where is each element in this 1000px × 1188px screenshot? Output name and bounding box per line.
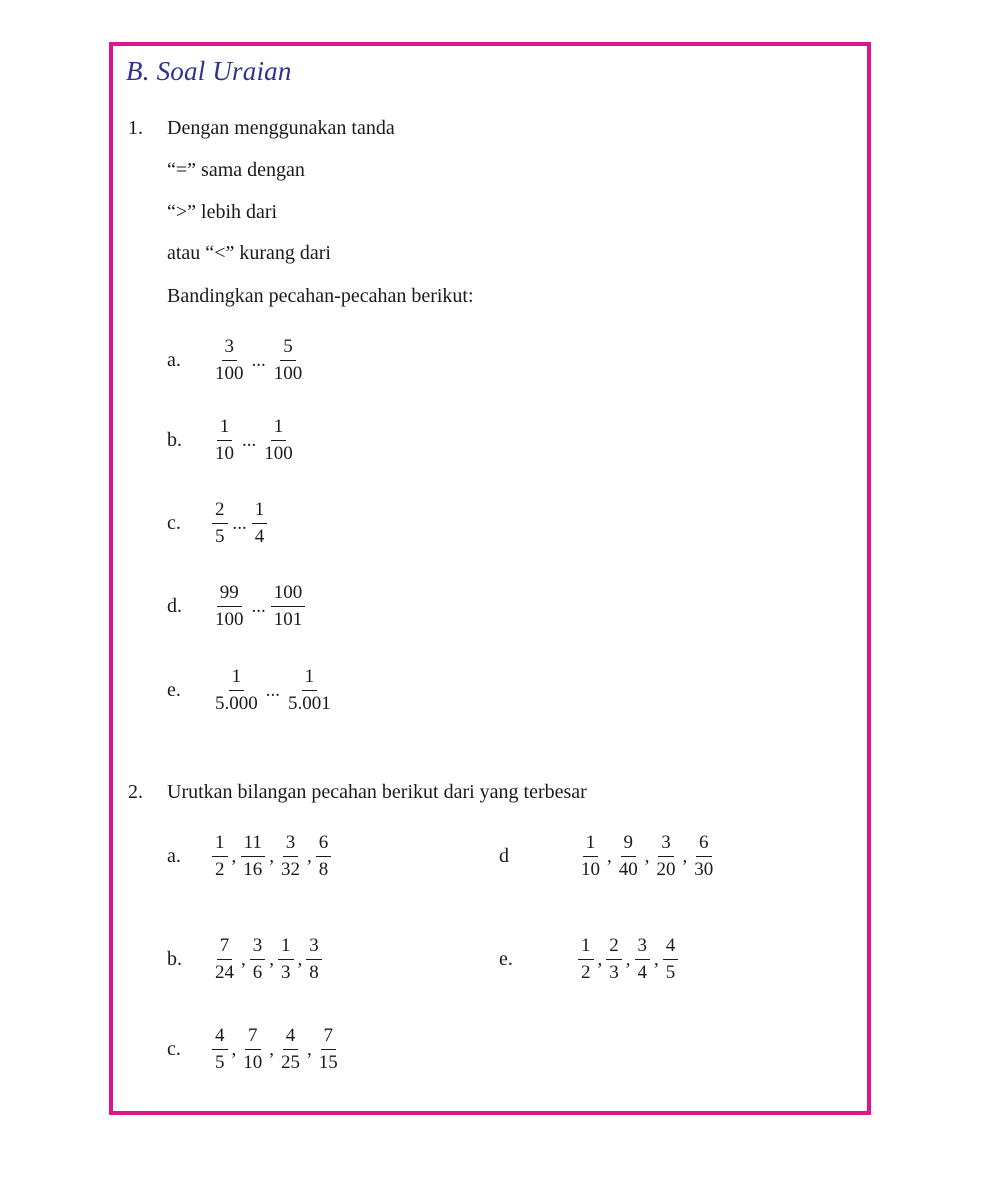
comparison-blank: ... xyxy=(265,679,280,701)
fraction xyxy=(278,1025,303,1074)
denominator: 40 xyxy=(618,859,638,880)
q1-item-e xyxy=(167,666,337,715)
denominator: 30 xyxy=(694,859,714,880)
denominator: 5.000 xyxy=(215,693,258,714)
fraction xyxy=(252,499,268,548)
denominator: 10 xyxy=(581,859,600,880)
numerator: 1 xyxy=(583,832,599,857)
numerator: 3 xyxy=(306,935,322,960)
separator: , xyxy=(269,845,274,867)
numerator: 7 xyxy=(217,935,233,960)
separator: , xyxy=(269,1038,274,1060)
denominator: 100 xyxy=(264,443,293,464)
numerator: 3 xyxy=(635,935,651,960)
fraction xyxy=(271,336,306,385)
numerator: 4 xyxy=(663,935,679,960)
separator: , xyxy=(269,948,274,970)
item-letter: d xyxy=(499,845,509,867)
numerator: 6 xyxy=(316,832,332,857)
item-letter: a. xyxy=(167,845,181,867)
separator: , xyxy=(644,845,650,867)
numerator: 3 xyxy=(283,832,299,857)
denominator: 10 xyxy=(215,443,234,464)
fraction xyxy=(261,416,296,465)
denominator: 3 xyxy=(609,962,619,983)
item-letter: b. xyxy=(167,948,182,970)
denominator: 8 xyxy=(318,859,329,880)
numerator: 1 xyxy=(578,935,594,960)
q1-line-2: “=” sama dengan xyxy=(167,159,305,181)
separator: , xyxy=(241,948,246,970)
q2-item-c xyxy=(167,1025,344,1074)
q1-line-4: atau “<” kurang dari xyxy=(167,242,331,264)
numerator: 1 xyxy=(302,666,318,691)
numerator: 7 xyxy=(245,1025,261,1050)
q1-number: 1. xyxy=(128,117,143,139)
q1-line-1: Dengan menggunakan tanda xyxy=(167,117,395,139)
numerator: 3 xyxy=(658,832,674,857)
fraction xyxy=(212,582,247,631)
denominator: 16 xyxy=(243,859,263,880)
q2-item-b xyxy=(167,935,325,984)
fraction xyxy=(578,935,594,984)
denominator: 15 xyxy=(318,1052,338,1073)
fraction xyxy=(306,935,322,984)
numerator: 1 xyxy=(229,666,245,691)
separator: , xyxy=(307,1038,312,1060)
denominator: 100 xyxy=(273,363,303,384)
denominator: 4 xyxy=(637,962,647,983)
fraction xyxy=(663,935,679,984)
denominator: 100 xyxy=(215,363,244,384)
denominator: 5.001 xyxy=(288,693,331,714)
fraction xyxy=(212,416,237,465)
fraction xyxy=(691,832,716,881)
numerator: 7 xyxy=(321,1025,337,1050)
denominator: 101 xyxy=(273,609,303,630)
q1-line-5: Bandingkan pecahan-pecahan berikut: xyxy=(167,285,474,307)
numerator: 9 xyxy=(621,832,637,857)
numerator: 1 xyxy=(212,832,228,857)
q2-number: 2. xyxy=(128,781,143,803)
q1-line-3: “>” lebih dari xyxy=(167,201,278,223)
denominator: 20 xyxy=(656,859,676,880)
numerator: 1 xyxy=(271,416,287,441)
numerator: 99 xyxy=(217,582,242,607)
q1-item-a xyxy=(167,336,308,385)
fraction xyxy=(212,935,237,984)
numerator: 2 xyxy=(606,935,622,960)
item-letter: e. xyxy=(167,679,181,701)
fraction xyxy=(240,1025,265,1074)
comparison-blank: ... xyxy=(251,349,266,371)
fraction xyxy=(250,935,266,984)
fraction xyxy=(212,1025,228,1074)
numerator: 3 xyxy=(222,336,238,361)
fraction xyxy=(212,499,228,548)
fraction xyxy=(606,935,622,984)
denominator: 5 xyxy=(215,1052,225,1073)
separator: , xyxy=(297,948,303,970)
separator: , xyxy=(625,948,631,970)
numerator: 5 xyxy=(280,336,296,361)
comparison-blank: ... xyxy=(242,429,257,451)
numerator: 6 xyxy=(696,832,712,857)
fraction xyxy=(278,935,294,984)
comparison-blank: ... xyxy=(251,595,266,617)
denominator: 5 xyxy=(215,526,225,547)
q1-item-b xyxy=(167,416,299,465)
fraction xyxy=(616,832,641,881)
denominator: 2 xyxy=(215,859,225,880)
item-letter: c. xyxy=(167,1038,181,1060)
q1-item-d xyxy=(167,582,308,631)
q2-text: Urutkan bilangan pecahan berikut dari yang terbesar xyxy=(167,781,587,803)
item-letter: d. xyxy=(167,595,182,617)
item-letter: a. xyxy=(167,349,181,371)
numerator: 100 xyxy=(271,582,306,607)
denominator: 25 xyxy=(281,1052,300,1073)
fraction xyxy=(654,832,679,881)
fraction xyxy=(578,832,603,881)
numerator: 4 xyxy=(283,1025,299,1050)
denominator: 2 xyxy=(581,962,591,983)
q2-item-e xyxy=(499,935,681,984)
denominator: 6 xyxy=(252,962,263,983)
denominator: 5 xyxy=(665,962,676,983)
item-letter: c. xyxy=(167,512,181,534)
fraction xyxy=(212,832,228,881)
numerator: 1 xyxy=(278,935,294,960)
separator: , xyxy=(597,948,603,970)
q2-item-a xyxy=(167,832,334,881)
denominator: 10 xyxy=(243,1052,263,1073)
q2-item-d xyxy=(499,832,719,881)
numerator: 3 xyxy=(250,935,266,960)
fraction xyxy=(316,1025,341,1074)
q1-item-c xyxy=(167,499,270,548)
numerator: 2 xyxy=(212,499,228,524)
denominator: 32 xyxy=(281,859,300,880)
separator: , xyxy=(307,845,312,867)
separator: , xyxy=(682,845,688,867)
section-title: B. Soal Uraian xyxy=(126,56,292,86)
fraction xyxy=(240,832,265,881)
numerator: 1 xyxy=(217,416,233,441)
fraction xyxy=(212,336,247,385)
separator: , xyxy=(231,1038,237,1060)
denominator: 3 xyxy=(281,962,291,983)
fraction xyxy=(635,935,651,984)
item-letter: e. xyxy=(499,948,513,970)
numerator: 4 xyxy=(212,1025,228,1050)
separator: , xyxy=(607,845,612,867)
denominator: 24 xyxy=(215,962,234,983)
numerator: 11 xyxy=(241,832,265,857)
denominator: 8 xyxy=(309,962,319,983)
fraction xyxy=(271,582,306,631)
separator: , xyxy=(231,845,237,867)
fraction xyxy=(212,666,261,715)
item-letter: b. xyxy=(167,429,182,451)
denominator: 100 xyxy=(215,609,244,630)
fraction xyxy=(278,832,303,881)
comparison-blank: ... xyxy=(232,512,247,534)
fraction xyxy=(316,832,332,881)
denominator: 4 xyxy=(254,526,265,547)
fraction xyxy=(285,666,334,715)
separator: , xyxy=(654,948,659,970)
numerator: 1 xyxy=(252,499,268,524)
